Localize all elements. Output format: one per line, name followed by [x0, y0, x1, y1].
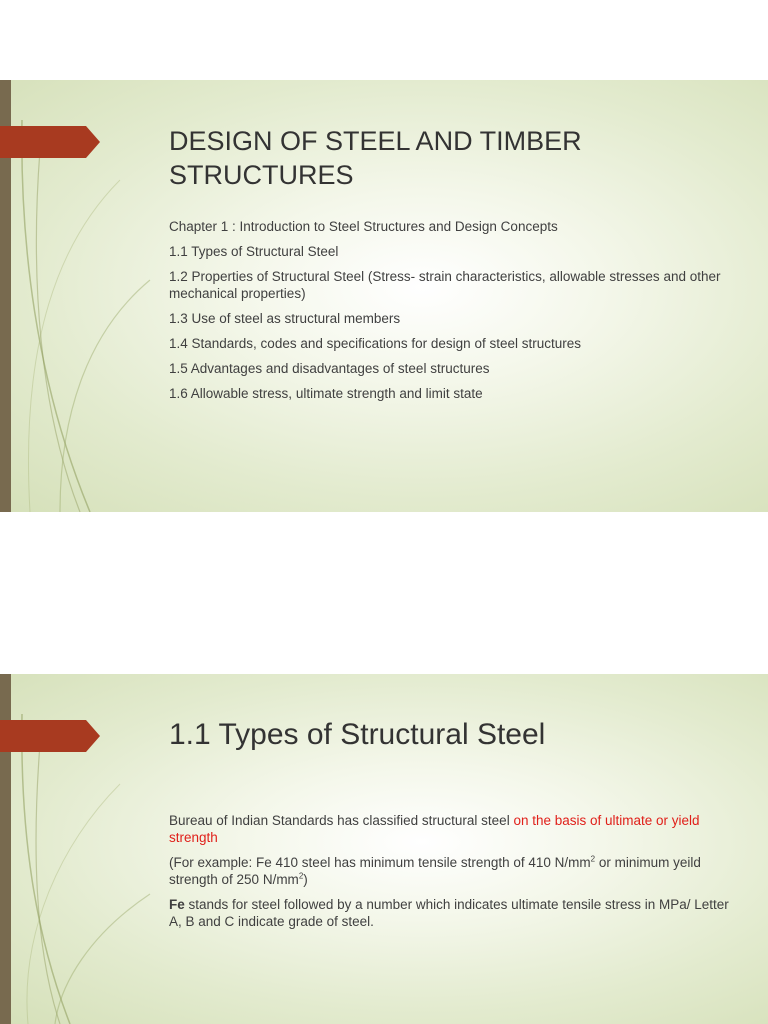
- para3-text: stands for steel followed by a number which indicates ultimate tensile stress in MPa/ Letter A, B and C indicate grade of steel.: [169, 897, 729, 929]
- list-item: 1.5 Advantages and disadvantages of steel structures: [169, 361, 490, 376]
- superscript: 2: [298, 871, 304, 881]
- red-arrow-shape: [0, 720, 100, 752]
- paragraph-fe: [169, 896, 729, 930]
- title-line-2: STRUCTURES: [169, 160, 354, 190]
- superscript: 2: [590, 854, 596, 864]
- paragraph-classification: [169, 812, 729, 846]
- para1-text: Bureau of Indian Standards has classified structural steel: [169, 813, 514, 828]
- list-item: 1.2 Properties of Structural Steel (Stress- strain characteristics, allowable stresses and other mechanical properties): [169, 269, 721, 301]
- para2-a: (For example: Fe 410 steel has minimum tensile strength of 410 N/mm: [169, 855, 591, 870]
- list-item: 1.4 Standards, codes and specifications for design of steel structures: [169, 336, 581, 351]
- title-line-1: DESIGN OF STEEL AND TIMBER: [169, 126, 582, 156]
- red-arrow-shape: [0, 126, 100, 158]
- para2-c: ): [303, 872, 308, 887]
- slide-1: [0, 80, 768, 512]
- slide-2-title: 1.1 Types of Structural Steel: [169, 718, 546, 751]
- list-item: Chapter 1 : Introduction to Steel Structures and Design Concepts: [169, 219, 558, 234]
- list-item: 1.3 Use of steel as structural members: [169, 311, 401, 326]
- para1-highlight: on the basis of ultimate or yield strength: [169, 813, 700, 845]
- list-item: 1.1 Types of Structural Steel: [169, 244, 339, 259]
- slide-2: [0, 674, 768, 1024]
- para2-b: or minimum yeild strength of 250 N/mm: [169, 855, 701, 887]
- fe-bold: Fe: [169, 897, 185, 912]
- list-item: 1.6 Allowable stress, ultimate strength and limit state: [169, 386, 483, 401]
- paragraph-example: [169, 854, 729, 888]
- slide-1-title: [169, 124, 729, 192]
- slide-2-body: [169, 812, 729, 938]
- slide-1-body: [169, 218, 729, 410]
